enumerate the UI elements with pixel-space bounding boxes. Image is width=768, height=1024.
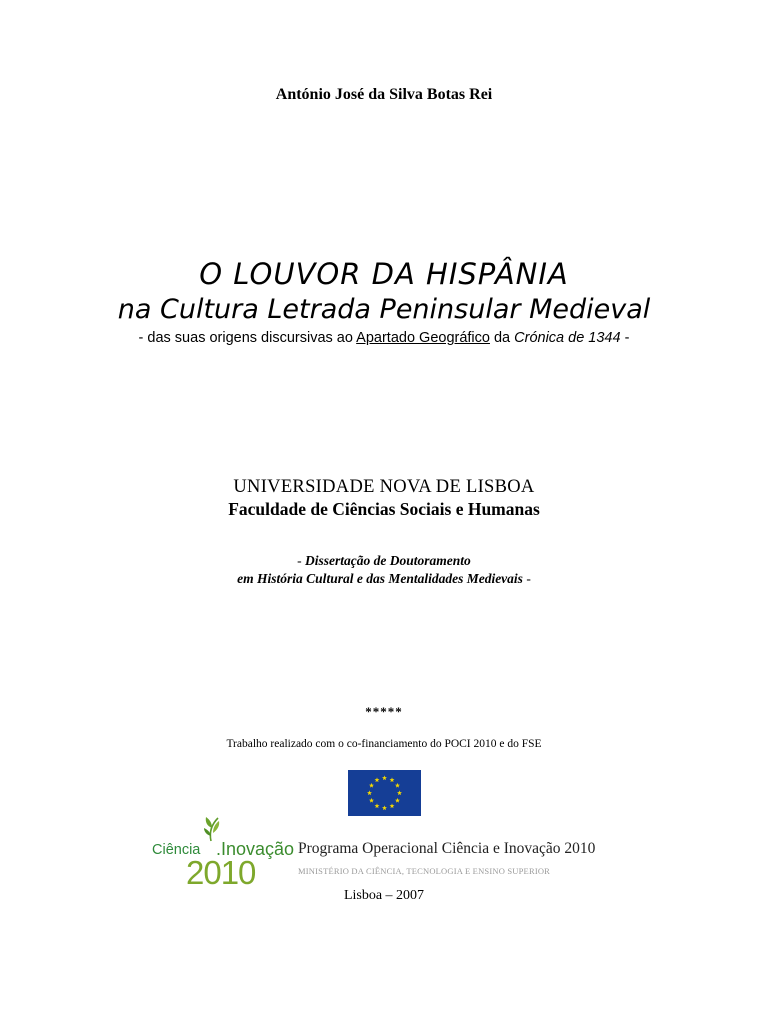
- subtitle-middle: da: [489, 330, 515, 346]
- eu-star-icon: [375, 777, 380, 782]
- title-secondary: na Cultura Letrada Peninsular Medieval: [117, 294, 651, 325]
- dissertation-dash-open: -: [297, 553, 306, 568]
- dissertation-line-2: [0, 571, 768, 587]
- poci-logo: [150, 812, 620, 891]
- author-name: António José da Silva Botas Rei: [275, 86, 493, 103]
- leaf-icon: [200, 814, 222, 842]
- logo-inovacao-text: .Inovação: [216, 839, 295, 859]
- eu-flag-logo: [348, 770, 421, 816]
- subtitle-italic: Crónica de 1344: [514, 330, 621, 346]
- logo-ciencia-text: Ciência: [152, 842, 201, 858]
- title-main: O LOUVOR DA HISPÂNIA: [199, 257, 569, 291]
- eu-star-icon: [397, 790, 402, 795]
- subtitle-suffix: -: [620, 330, 630, 346]
- eu-star-icon: [382, 805, 387, 810]
- dissertation-type: Dissertação de Doutoramento: [305, 553, 471, 568]
- eu-star-icon: [395, 798, 400, 803]
- faculty-name: Faculdade de Ciências Sociais e Humanas: [228, 499, 540, 519]
- separator-stars: *****: [365, 704, 403, 719]
- eu-star-icon: [390, 803, 395, 808]
- logo-year-text: 2010: [186, 854, 256, 891]
- subtitle: [0, 330, 768, 346]
- funding-note: Trabalho realizado com o co-financiamento do POCI 2010 e do FSE: [226, 738, 542, 750]
- program-name: Programa Operacional Ciência e Inovação 2010: [298, 840, 596, 857]
- eu-star-icon: [395, 783, 400, 788]
- eu-star-icon: [369, 798, 374, 803]
- eu-star-icon: [390, 777, 395, 782]
- subtitle-prefix: - das suas origens discursivas ao: [138, 330, 357, 346]
- eu-star-icon: [369, 783, 374, 788]
- subtitle-underlined: Apartado Geográfico: [356, 330, 490, 346]
- dissertation-dash-close: -: [522, 571, 531, 586]
- eu-star-icon: [382, 775, 387, 780]
- eu-star-icon: [367, 790, 372, 795]
- eu-star-icon: [375, 803, 380, 808]
- place-date: Lisboa – 2007: [343, 888, 425, 903]
- university-name: UNIVERSIDADE NOVA DE LISBOA: [233, 477, 535, 497]
- dissertation-field: em História Cultural e das Mentalidades Medievais: [237, 571, 523, 586]
- ministry-name: MINISTÉRIO DA CIÊNCIA, TECNOLOGIA E ENSINO SUPERIOR: [298, 866, 551, 876]
- eu-stars-icon: [348, 770, 421, 816]
- dissertation-line-1: [0, 553, 768, 569]
